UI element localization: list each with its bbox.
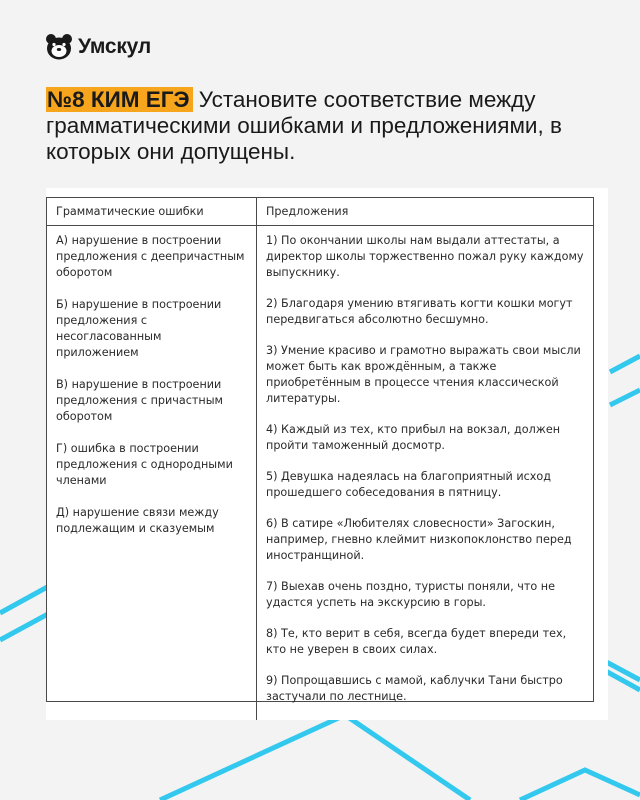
brand-logo[interactable] [44,32,151,62]
decor-line [520,770,640,800]
task-heading [46,87,606,165]
errors-column [47,226,257,720]
sentence-item-2: 2) Благодаря умению втягивать когти кошки могут передвигаться абсолютно бесшумно. [266,297,573,326]
error-item-a: А) нарушение в построении предложения с деепричастным оборотом [56,234,245,279]
decor-line [610,356,640,372]
sentence-item-3: 3) Умение красиво и грамотно выражать свои мысли может быть как врождённым, а также приобретённым в процессе чтения классической литературы. [266,344,581,405]
sentence-item-1: 1) По окончании школы нам выдали аттестаты, а директор школы торжественно пожал руку каждому выпускнику. [266,234,584,279]
sentences-column [257,226,593,720]
matching-card [46,188,608,720]
matching-table [46,197,594,702]
error-item-b: Б) нарушение в построении предложения с несогласованным приложением [56,298,222,359]
sentence-item-9: 9) Попрощавшись с мамой, каблучки Тани быстро застучали по лестнице. [266,674,563,703]
decor-line [610,390,640,405]
sentence-item-5: 5) Девушка надеялась на благоприятный исход прошедшего собеседования в пятницу. [266,470,551,499]
col-header-sentences: Предложения [257,198,593,226]
error-item-d: Д) нарушение связи между подлежащим и сказуемым [56,506,219,535]
task-number-badge: №8 КИМ ЕГЭ [46,87,193,112]
bear-icon [44,32,74,62]
sentence-item-6: 6) В сатире «Любителях словесности» Загоскин, например, гневно клеймит низкопоклонство перед иностранщиной. [266,517,572,562]
sentence-item-4: 4) Каждый из тех, кто прибыл на вокзал, должен пройти таможенный досмотр. [266,423,561,452]
col-header-errors: Грамматические ошибки [47,198,257,226]
brand-name: Умскул [78,35,152,58]
decor-line [160,715,470,800]
sentence-item-8: 8) Те, кто верит в себя, всегда будет впереди тех, кто не уверен в своих силах. [266,627,567,656]
error-item-v: В) нарушение в построении предложения с причастным оборотом [56,378,223,423]
error-item-g: Г) ошибка в построении предложения с однородными членами [56,442,233,487]
sentence-item-7: 7) Выехав очень поздно, туристы поняли, что не удастся успеть на экскурсию в горы. [266,580,556,609]
task-instruction: Установите соответствие между грамматическими ошибками и предложениями, в которых они допущены. [46,87,562,164]
